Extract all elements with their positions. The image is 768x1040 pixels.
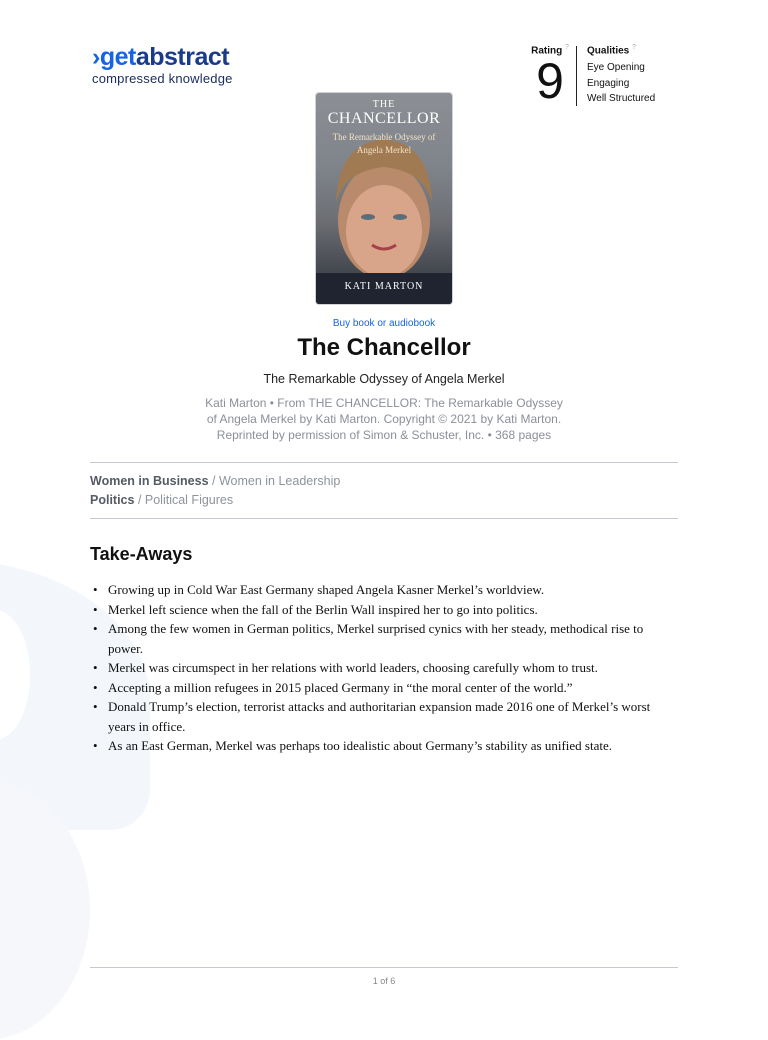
book-subtitle: The Remarkable Odyssey of Angela Merkel [263,372,505,386]
getabstract-logo[interactable] [92,44,233,86]
book-title: The Chancellor [297,334,471,361]
divider [90,462,678,463]
divider [90,518,678,519]
chevron-logo-icon: › [92,43,100,71]
category-main[interactable]: Women in Business [90,474,209,488]
source-info: Kati Marton • From THE CHANCELLOR: The Remarkable Odyssey of Angela Merkel by Kati Marton. Copyright © 2021 by Kati Marton. Reprinted by permission of Simon & Schuster, Inc. • 368 pages [205,396,563,442]
quality-item: Eye Opening [587,62,645,74]
page-number: 1 of 6 [372,976,396,986]
category-main[interactable]: Politics [90,493,135,507]
quality-item: Well Structured [587,93,656,105]
rating-column [530,44,570,110]
rating-panel [530,44,680,108]
qualities-label: Qualities ? [587,44,636,57]
qualities-column [587,44,655,107]
book-cover[interactable] [316,93,452,304]
help-icon[interactable]: ? [564,44,569,51]
logo-wordmark [92,44,233,70]
cover-author: KATI MARTON [344,281,424,292]
category-sub[interactable]: Political Figures [144,493,234,507]
takeaway-item: • Accepting a million refugees in 2015 placed Germany in “the moral center of the world.” [90,678,680,698]
cover-title: CHANCELLOR [327,110,441,127]
quality-item: Engaging [587,77,630,89]
takeaways-list [90,580,680,756]
category-row: Women in Business / Women in Leadership [90,474,341,488]
takeaway-item: • As an East German, Merkel was perhaps too idealistic about Germany’s stability as unified state. [90,736,680,756]
cover-subtitle: The Remarkable Odyssey of Angela Merkel [332,132,436,155]
categories [90,472,340,510]
logo-get: get [99,43,136,71]
takeaway-item: • Merkel left science when the fall of the Berlin Wall inspired her to go into politics. [90,600,680,620]
rating-value: 9 [536,53,564,110]
logo-tagline: compressed knowledge [92,71,233,86]
footer-divider [90,967,678,968]
buy-book-link[interactable]: Buy book or audiobook [332,318,436,329]
takeaway-item: • Growing up in Cold War East Germany shaped Angela Kasner Merkel’s worldview. [90,580,680,600]
takeaway-item: • Merkel was circumspect in her relations with world leaders, choosing carefully whom to trust. [90,658,680,678]
takeaway-item: • Among the few women in German politics, Merkel surprised cynics with her steady, methodical rise to power. [90,619,680,658]
takeaways-heading: Take-Aways [90,544,193,564]
rating-divider [576,46,577,106]
logo-abstract: abstract [135,43,230,71]
category-row: Politics / Political Figures [90,493,234,507]
rating-label: Rating ? [531,44,569,57]
category-sub[interactable]: Women in Leadership [218,474,341,488]
takeaway-item: • Donald Trump’s election, terrorist attacks and authoritarian expansion made 2016 one of Merkel’s worst years in office. [90,697,680,736]
cover-top-line: THE [372,99,396,110]
help-icon[interactable]: ? [632,44,636,51]
